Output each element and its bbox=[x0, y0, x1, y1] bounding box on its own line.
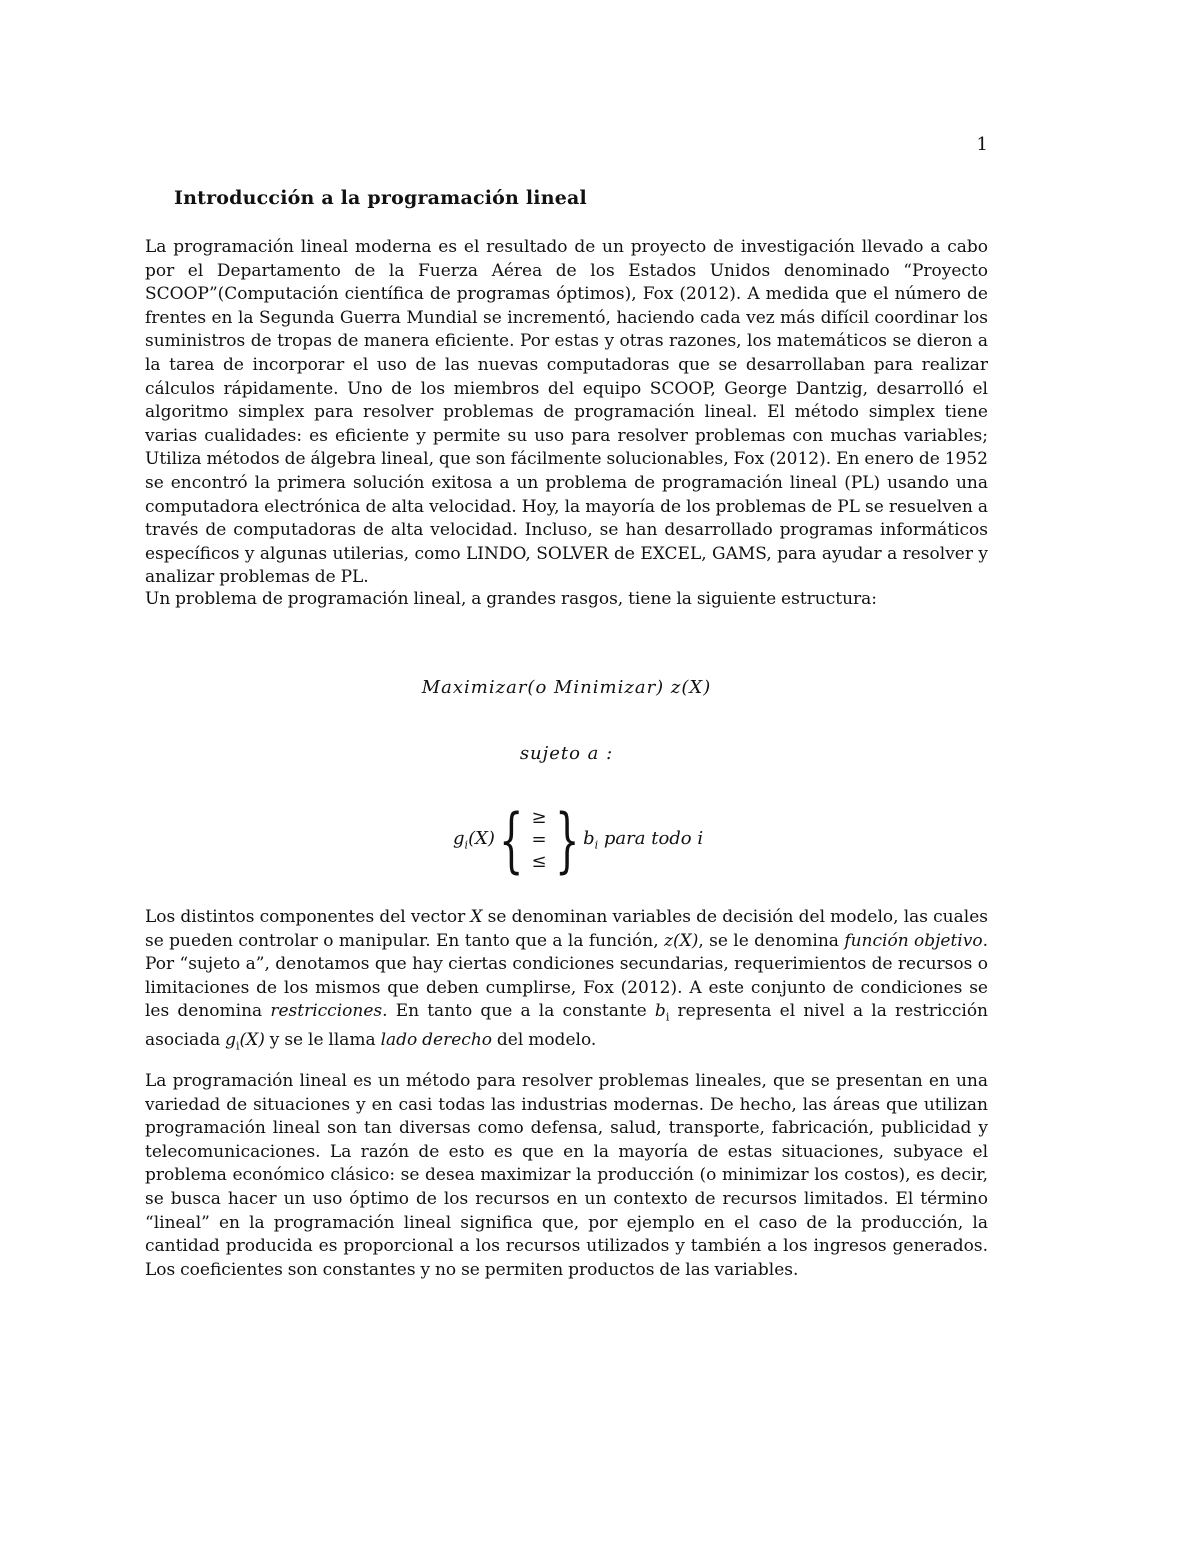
math-objective: Maximizar(o Minimizar) z(X) bbox=[421, 677, 712, 698]
paragraph-applications: La programación lineal es un método para resolver problemas lineales, que se presentan en una variedad de situaciones y en casi todas las industrias modernas. De hecho, las áreas que utilizan programación lineal son tan diversas como defensa, salud, transporte, fabricación, publicidad y telecomunicaciones. La razón de esto es que en la mayoría de estas situaciones, subyace el problema económico clásico: se desea maximizar la producción (o minimizar los costos), es decir, se busca hacer un uso óptimo de los recursos en un contexto de recursos limitados. El término “lineal” en la programación lineal significa que, por ejemplo en el caso de la producción, la cantidad producida es proporcional a los recursos utilizados y también a los ingresos generados. Los coeficientes son constantes y no se permiten productos de las variables. bbox=[145, 1071, 988, 1280]
constraint-rhs: $b_i$ para todo i bbox=[583, 828, 704, 852]
paragraph-structure-intro: Un problema de programación lineal, a grandes rasgos, tiene la siguiente estructura: bbox=[145, 589, 878, 609]
paragraph-definitions: Los distintos componentes del vector X se denominan variables de decisión del modelo, las cuales se pueden controlar o manipular. En tanto que a la función, z(X), se le denomina función objetivo. Por “sujeto a”, denotamos que hay ciertas condiciones secundarias, requerimientos de recursos o limitaciones de los mismos que deben cumplirse, Fox (2012). A este conjunto de condiciones se les denomina restricciones. En tanto que a la constante $b_i$ representa el nivel a la restricción asociada $g_i(X)$ y se le llama lado derecho del modelo. bbox=[145, 907, 989, 1053]
page-title: Introducción a la programación lineal bbox=[174, 187, 587, 209]
left-brace-symbol: { bbox=[498, 799, 524, 881]
math-constraint bbox=[145, 800, 988, 880]
right-brace-symbol: } bbox=[554, 799, 580, 881]
op-equal: = bbox=[531, 829, 547, 850]
page-number: 1 bbox=[976, 134, 988, 155]
relation-operators bbox=[531, 807, 546, 873]
math-subject-to: sujeto a : bbox=[519, 743, 614, 764]
op-less-equal: ≤ bbox=[531, 851, 547, 872]
paragraph-history: La programación lineal moderna es el resultado de un proyecto de investigación llevado a cabo por el Departamento de la Fuerza Aérea de los Estados Unidos denominado “Proyecto SCOOP”(Computación científica de programas óptimos), Fox (2012). A medida que el número de frentes en la Segunda Guerra Mundial se incrementó, haciendo cada vez más difícil coordinar los suministros de tropas de manera eficiente. Por estas y otras razones, los matemáticos se dieron a la tarea de incorporar el uso de las nuevas computadoras que se desarrollaban para realizar cálculos rápidamente. Uno de los miembros del equipo SCOOP, George Dantzig, desarrolló el algoritmo simplex para resolver problemas de programación lineal. El método simplex tiene varias cualidades: es eficiente y permite su uso para resolver problemas con muchas variables; Utiliza métodos de álgebra lineal, que son fácilmente solucionables, Fox (2012). En enero de 1952 se encontró la primera solución exitosa a un problema de programación lineal (PL) usando una computadora electrónica de alta velocidad. Hoy, la mayoría de los problemas de PL se resuelven a través de computadoras de alta velocidad. Incluso, se han desarrollado programas informáticos específicos y algunas utilerias, como LINDO, SOLVER de EXCEL, GAMS, para ayudar a resolver y analizar problemas de PL. bbox=[145, 237, 988, 588]
constraint-lhs: $g_i(X)$ bbox=[453, 828, 495, 852]
op-greater-equal: ≥ bbox=[531, 807, 547, 828]
